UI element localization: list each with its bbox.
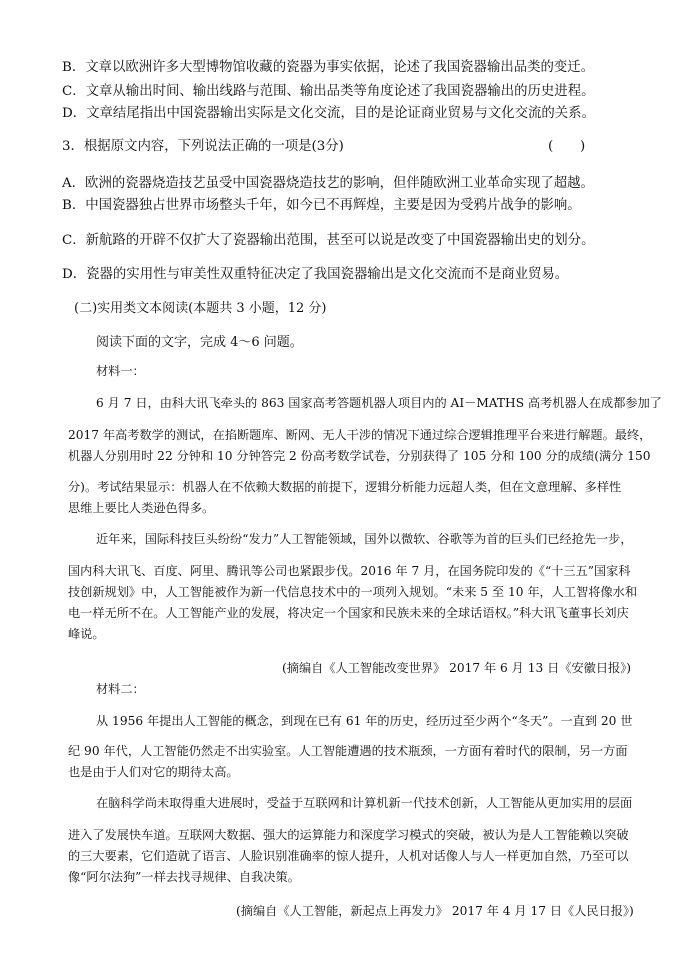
material2-p1-line: 纪 90 年代，人工智能仍然走不出实验室。人工智能遭遇的技术瓶颈，一方面有着时代的限制，另一方面 xyxy=(68,744,628,758)
material2-p2-line: 像“阿尔法狗”一样去找寻规律、自我决策。 xyxy=(68,870,300,884)
q3-option-a: A．欧洲的瓷器烧造技艺虽受中国瓷器烧造技艺的影响，但伴随欧洲工业革命实现了超越。 xyxy=(62,176,594,191)
material1-p2-line: 电一样无所不在。人工智能产业的发展，将决定一个国家和民族未来的全球话语权。”科大讯飞董事长刘庆 xyxy=(68,606,629,620)
material1-p2-line: 峰说。 xyxy=(68,627,105,641)
q3-option-d: D．瓷器的实用性与审美性双重特征决定了我国瓷器输出是文化交流而不是商业贸易。 xyxy=(62,267,569,282)
material1-p2-line: 国内科大讯飞、百度、阿里、腾讯等公司也紧跟步伐。2016 年 7 月，在国务院印发的《“十三五”国家科 xyxy=(68,564,631,578)
q3-stem: 3．根据原文内容，下列说法正确的一项是(3分) xyxy=(62,139,344,154)
material1-label: 材料一： xyxy=(96,364,145,378)
material2-p1-line: 也是由于人们对它的期待太高。 xyxy=(68,765,239,779)
material2-p2-line: 的三大要素，它们造就了语言、人脸识别准确率的惊人提升，人机对话像人与人一样更加自然，乃至可以 xyxy=(68,849,629,863)
q2-option-b: B．文章以欧洲许多大型博物馆收藏的瓷器为事实依据，论述了我国瓷器输出品类的变迁。 xyxy=(62,60,595,75)
material1-p1-line: 机器人分别用时 22 分钟和 10 分钟答完 2 份高考数学试卷，分别获得了 105 分和 100 分的成绩(满分 150 xyxy=(68,449,651,463)
material2-source: (摘编自《人工智能，新起点上再发力》 2017 年 4 月 17 日《人民日报》) xyxy=(236,904,634,918)
material1-p1-line: 2017 年高考数学的测试，在掐断题库、断网、无人干涉的情况下通过综合逻辑推理平台来进行解题。最终， xyxy=(68,428,652,442)
material2-p2-line: 进入了发展快车道。互联网大数据、强大的运算能力和深度学习模式的突破，被认为是人工智能赖以突破 xyxy=(68,828,629,842)
section-heading: (二)实用类文本阅读(本题共 3 小题，12 分) xyxy=(74,301,327,316)
q3-option-c: C．新航路的开辟不仅扩大了瓷器输出范围，甚至可以说是改变了中国瓷器输出史的划分。 xyxy=(62,233,595,248)
q3-option-b: B．中国瓷器独占世界市场整头千年，如今已不再辉煌，主要是因为受鸦片战争的影响。 xyxy=(62,198,581,213)
material2-p2-line: 在脑科学尚未取得重大进展时，受益于互联网和计算机新一代技术创新，人工智能从更加实用的层面 xyxy=(96,796,633,810)
material1-p2-line: 技创新规划》中，人工智能被作为新一代信息技术中的一项列入规划。“未来 5 至 10 年，人工智将像水和 xyxy=(68,585,638,599)
material1-source: (摘编自《人工智能改变世界》 2017 年 6 月 13 日《安徽日报》) xyxy=(282,661,632,675)
material2-label: 材料二： xyxy=(96,682,145,696)
material1-p2-line: 近年来，国际科技巨头纷纷“发力”人工智能领域，国外以微软、谷歌等为首的巨头们已经抢先一步， xyxy=(96,532,633,546)
q2-option-d: D．文章结尾指出中国瓷器输出实际是文化交流，目的是论证商业贸易与文化交流的关系。 xyxy=(62,106,595,121)
q3-answer-bracket: ( ) xyxy=(548,139,586,154)
material1-p1-line: 6 月 7 日，由科大讯飞牵头的 863 国家高考答题机器人项目内的 AI－MATHS 高考机器人在成都参加了 xyxy=(96,396,662,410)
instruction: 阅读下面的文字，完成 4～6 问题。 xyxy=(96,335,303,350)
material1-p1-line: 思维上要比人类逊色得多。 xyxy=(68,501,215,515)
material2-p1-line: 从 1956 年提出人工智能的概念，到现在已有 61 年的历史，经历过至少两个“冬天”。一直到 20 世 xyxy=(96,714,633,728)
q2-option-c: C．文章从输出时间、输出线路与范围、输出品类等角度论述了我国瓷器输出的历史进程。 xyxy=(62,84,595,99)
material1-p1-line: 分)。考试结果显示：机器人在不依赖大数据的前提下，逻辑分析能力远超人类，但在文意理解、多样性 xyxy=(68,480,622,494)
